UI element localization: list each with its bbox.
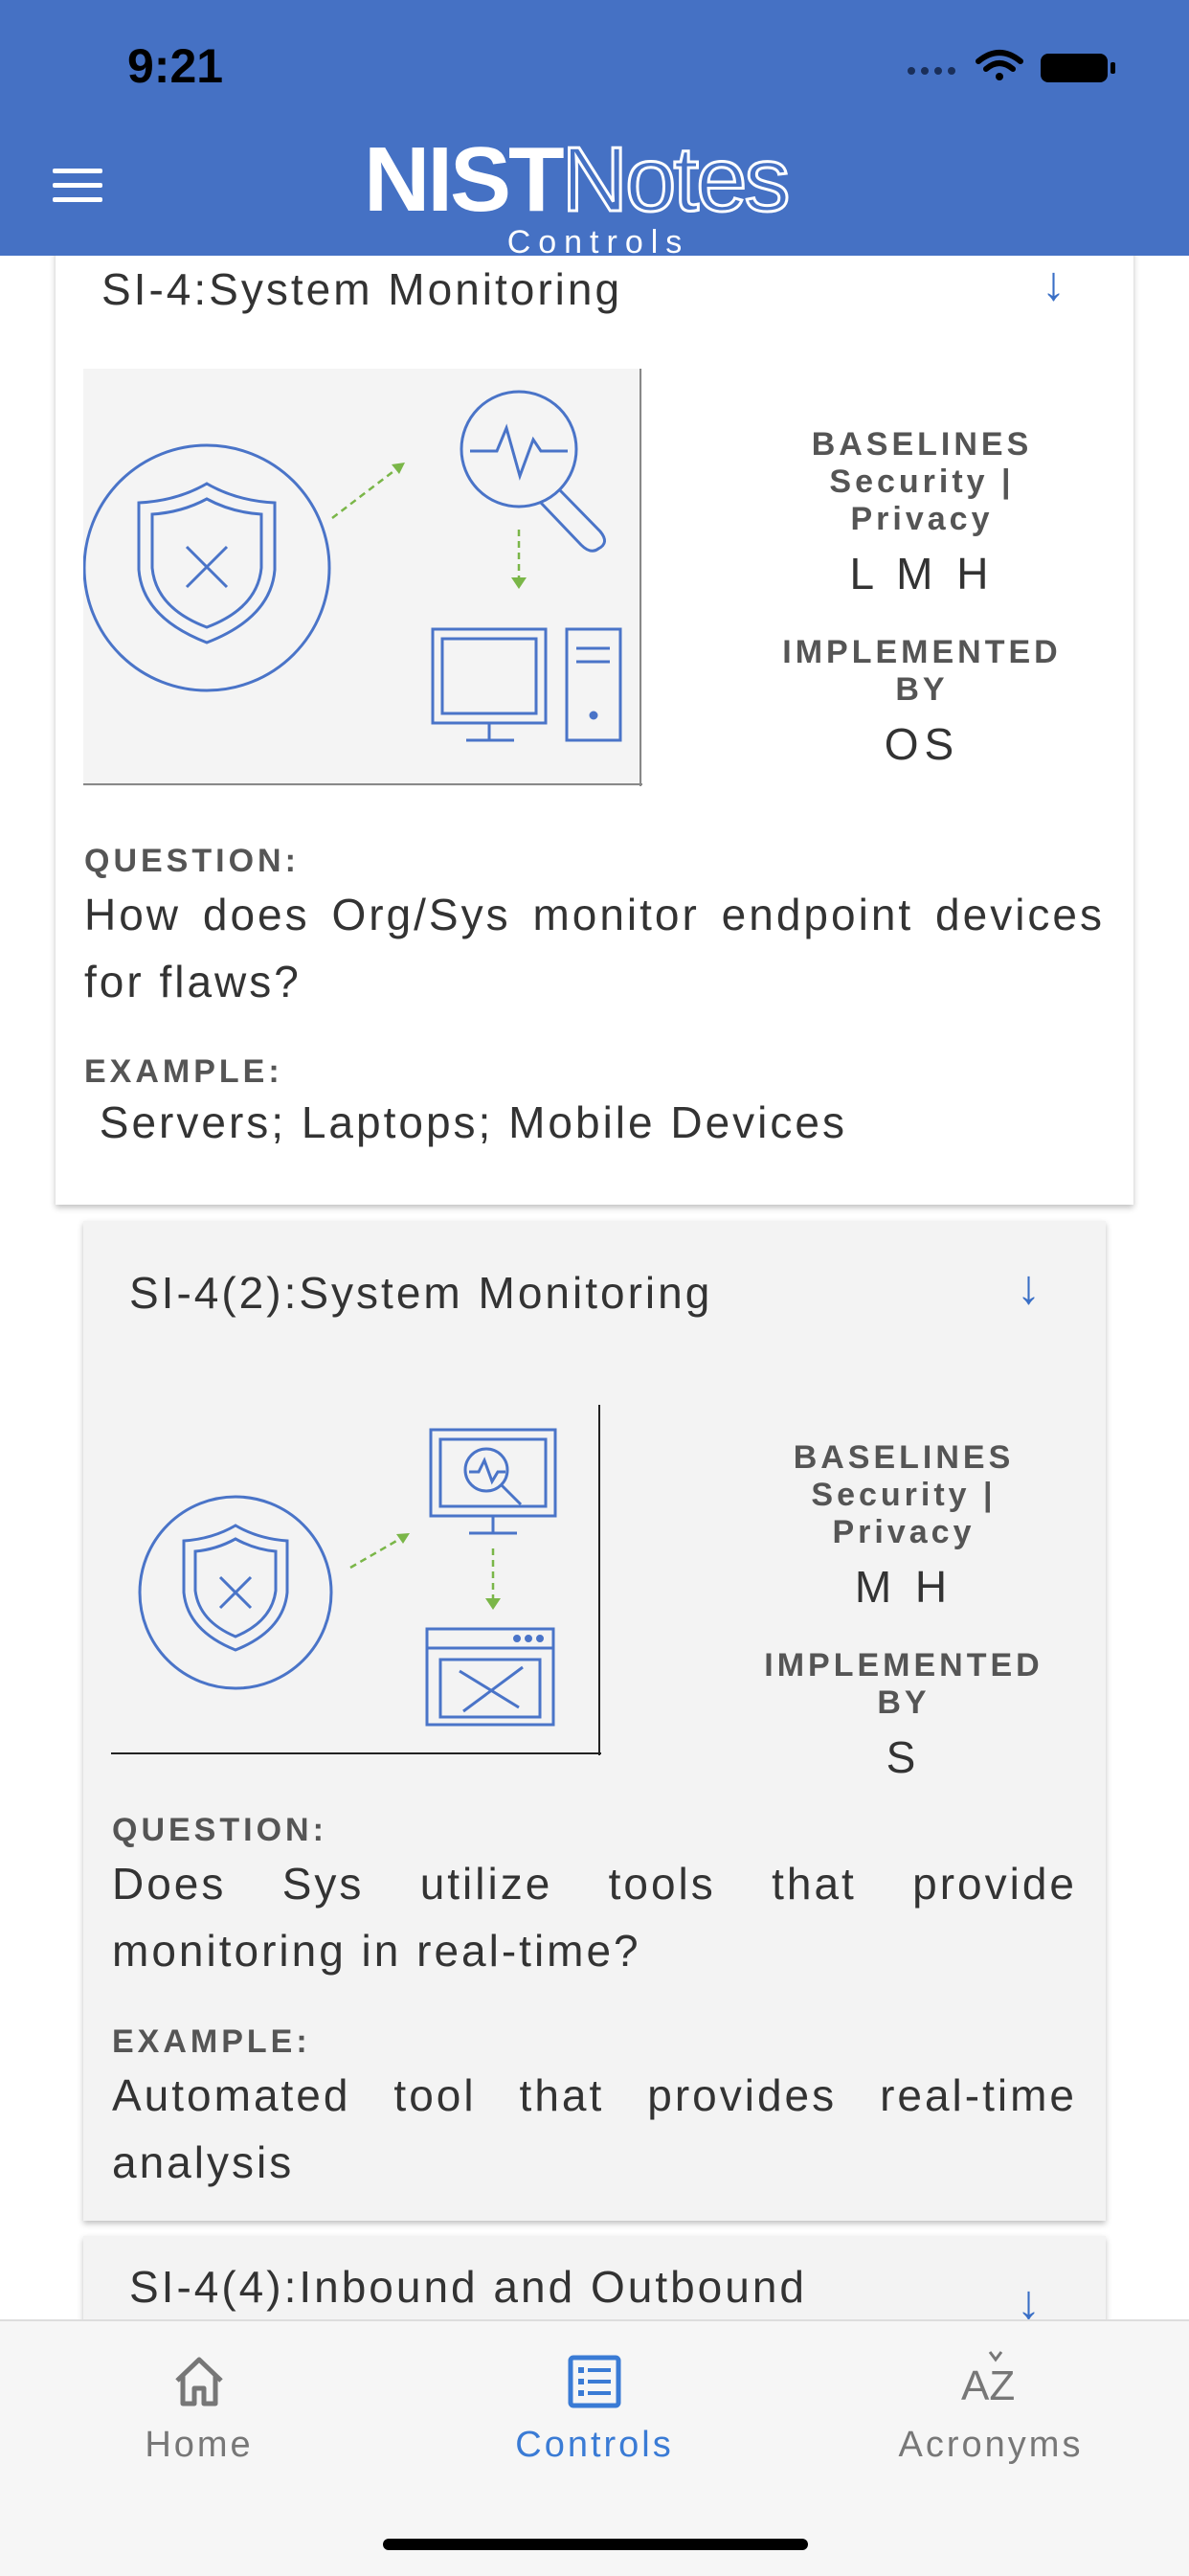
- baselines-label: BASELINES: [811, 426, 1033, 463]
- control-title: SI-4:System Monitoring: [101, 264, 623, 314]
- control-meta: [764, 426, 1080, 770]
- expand-arrow-icon[interactable]: ↓: [1042, 257, 1066, 310]
- question-text: Does Sys utilize tools that provide monitoring in real-time?: [112, 1859, 1077, 1976]
- wifi-icon: [978, 53, 1021, 80]
- logo-notes: Notes: [561, 128, 788, 231]
- app-header: [0, 0, 1189, 260]
- hamburger-menu-icon[interactable]: [53, 169, 102, 203]
- baselines-value: M H: [854, 1562, 953, 1612]
- expand-arrow-icon[interactable]: ↓: [1017, 1260, 1041, 1314]
- list-icon: [451, 2348, 738, 2415]
- implemented-value: S: [886, 1732, 922, 1782]
- baselines-label: BASELINES: [793, 1439, 1015, 1476]
- tab-acronyms-label: Acronyms: [898, 2425, 1084, 2465]
- control-meta: [736, 1439, 1071, 1783]
- app-logo: [364, 128, 804, 260]
- tab-home[interactable]: [56, 2321, 343, 2466]
- home-icon: [56, 2348, 343, 2415]
- implemented-label: IMPLEMENTED BY: [764, 1647, 1043, 1721]
- example-text: Automated tool that provides real-time analysis: [112, 2070, 1077, 2187]
- control-title: SI-4(4):Inbound and Outbound: [129, 2262, 808, 2312]
- status-icons: [902, 48, 1122, 91]
- home-indicator: [383, 2539, 808, 2550]
- battery-icon: [1041, 54, 1115, 82]
- question-label: QUESTION:: [84, 843, 300, 879]
- az-icon: [847, 2348, 1134, 2415]
- tab-home-label: Home: [145, 2425, 254, 2465]
- tab-bar: [0, 2319, 1189, 2576]
- control-illustration: [111, 1405, 601, 1760]
- controls-list[interactable]: [0, 256, 1189, 2319]
- example-label: EXAMPLE:: [112, 2023, 311, 2060]
- implemented-label: IMPLEMENTED BY: [782, 634, 1062, 708]
- tab-controls[interactable]: [451, 2321, 738, 2466]
- svg-text:AZ: AZ: [961, 2362, 1016, 2409]
- question-text: How does Org/Sys monitor endpoint devices for flaws?: [84, 890, 1105, 1006]
- implemented-value: OS: [884, 719, 960, 769]
- signal-icon: [908, 67, 955, 75]
- baselines-value: L M H: [849, 549, 995, 599]
- question-label: QUESTION:: [112, 1812, 327, 1848]
- tab-controls-label: Controls: [515, 2425, 674, 2465]
- baselines-sub: Security | Privacy: [829, 463, 1015, 537]
- control-card[interactable]: [83, 1221, 1106, 2221]
- example-text: Servers; Laptops; Mobile Devices: [84, 1097, 847, 1147]
- example-label: EXAMPLE:: [84, 1053, 283, 1090]
- status-time: 9:21: [127, 39, 224, 93]
- baselines-sub: Security | Privacy: [811, 1477, 997, 1550]
- control-card[interactable]: [56, 256, 1133, 1205]
- logo-nist: NIST: [364, 128, 562, 231]
- page-subtitle: Controls: [506, 224, 690, 260]
- control-title: SI-4(2):System Monitoring: [129, 1268, 713, 1318]
- control-illustration: [83, 369, 642, 791]
- tab-acronyms[interactable]: [847, 2321, 1134, 2466]
- expand-arrow-icon[interactable]: ↓: [1017, 2275, 1041, 2319]
- control-card[interactable]: [83, 2236, 1106, 2319]
